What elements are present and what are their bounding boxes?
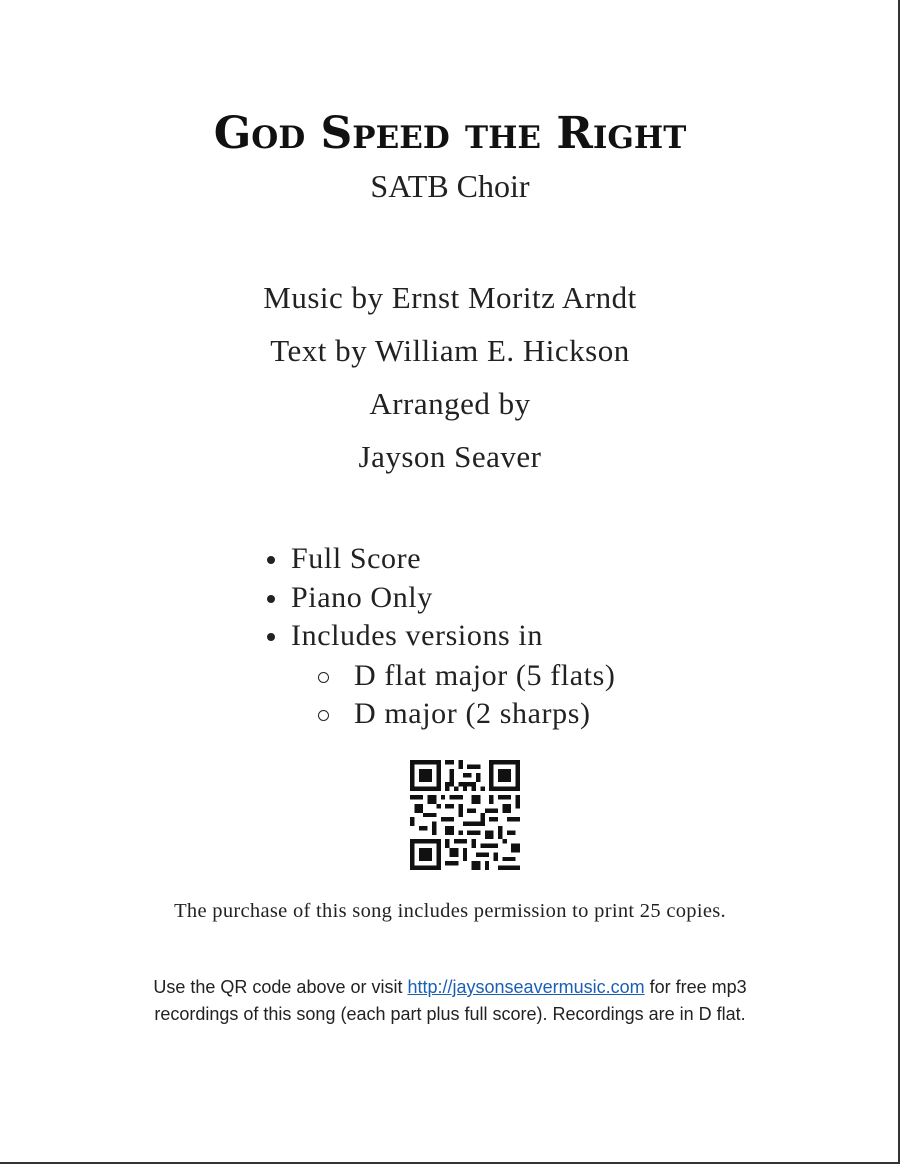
- qr-code-icon[interactable]: [410, 760, 520, 870]
- permission-notice: The purchase of this song includes permission to print 25 copies.: [174, 900, 726, 922]
- song-subtitle: SATB Choir: [370, 168, 530, 204]
- bullet-icon: [267, 556, 275, 564]
- hollow-bullet-icon: [318, 710, 329, 721]
- list-item: Full Score: [265, 540, 543, 579]
- hollow-bullet-icon: [318, 672, 329, 683]
- versions-list: [318, 657, 615, 733]
- list-item: Piano Only: [265, 579, 543, 618]
- list-item: D major (2 sharps): [318, 695, 615, 733]
- text-credit: Text by William E. Hickson: [270, 333, 630, 368]
- list-item: Includes versions in: [265, 617, 543, 656]
- website-link[interactable]: http://jaysonseavermusic.com: [407, 977, 645, 997]
- music-credit: Music by Ernst Moritz Arndt: [263, 280, 637, 315]
- bullet-icon: [267, 633, 275, 641]
- contents-list: [265, 540, 543, 656]
- arranged-by-label: Arranged by: [369, 386, 531, 421]
- bullet-icon: [267, 595, 275, 603]
- recordings-note: Use the QR code above or visit http://jaysonseavermusic.com for free mp3 recordings of this song (each part plus full score). Recordings are in D flat.: [153, 977, 747, 1024]
- song-title: God Speed the Right: [213, 108, 687, 159]
- arranger-name: Jayson Seaver: [358, 439, 542, 474]
- list-item: D flat major (5 flats): [318, 657, 615, 695]
